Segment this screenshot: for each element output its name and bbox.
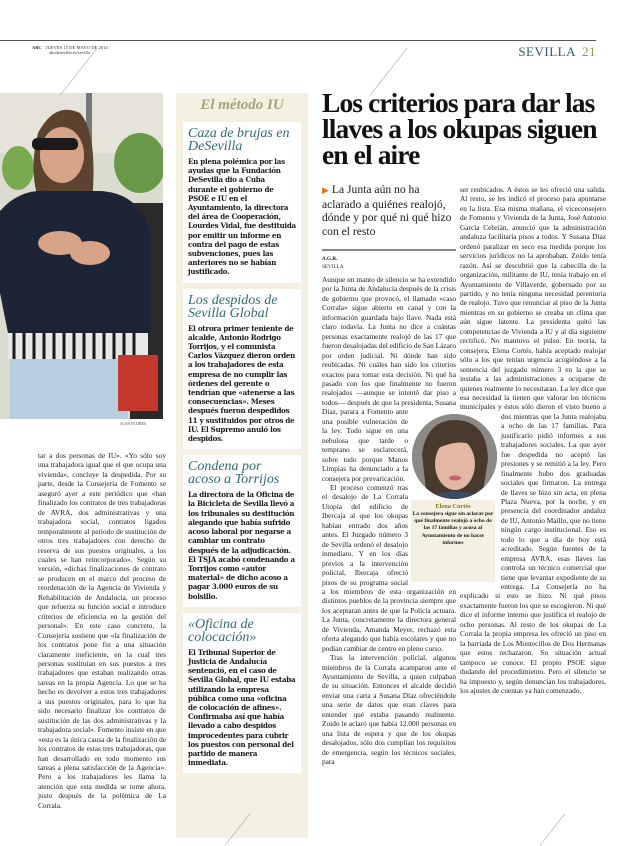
header-dateline (32, 45, 108, 55)
byline-location: SEVILLA (322, 264, 344, 270)
section-name: SEVILLA (518, 44, 576, 59)
left-column (38, 451, 166, 810)
article-deck (322, 183, 458, 238)
paragraph: El proceso comenzó tras el desalojo de La Corrala Utopía del edificio de Ibercaja al que los okupas habían entrado dos años antes. El Juzgado número 3 de Sevilla ordenó el desalojo inmediato. Y en los días previos a la intervención policial, Ibercaja ofreció pisos de su programa social a los miembros de esta organización en distintos pueblos de la provincia siempre que los aceptaran antes de que la Policía actuara. La Junta, concretamente la directora general de Vivienda, Amanda Meyer, rechazó esta oferta alegando que había escolares y que no podían cambiar de centro en pleno curso. (322, 482, 456, 653)
byline (322, 255, 344, 271)
paragraph: ser reubicados. A éstos se les ofreció una salida. Al resto, se les indicó el proceso para apuntarse en la lista. Esa misma mañana, el viceconsejero de Fomento y Vivienda de la Junta, José Antonio García Cebrián, anunció que la administración andaluza facilitaría pisos a todos. Y Susana Díaz ordenó paralizar en seco esa medida porque los servicios jurídicos no la aprobaban. Zoido tenía razón. Así se descubrió que la cabecilla de la organización, militante de IU, tenía trabajo en el Ayuntamiento de Villaverde, gobernado por su partido, y no tenía ninguna necesidad perentoria de realojo. Tuvo que renunciar al piso de la Junta mientras en su gobierno se creaba un clima que aún sigue latente. La presidenta quitó las competencias de Vivienda a IU y al día siguiente rectificó. No mantuvo el pulso. En teoría, la consejera, Elena Cortés, había aceptado realojar sólo a los que tenían urgencia acogiéndose a la sentencia del juzgado número 3 en la que se instaba a las administraciones a ocuparse de quienes realmente lo necesitaran. La ley dice que esa necesidad la tienen que valorar los técnicos municipales y éstos sólo dieron el visto bueno a dos mientras que la Junta realojaba a ocho de las 17 familias. Para justificarlo pidió informes a sus trabajadores sociales. La que ayer fue despedida no aceptó las presiones y se remitió a la ley. Pero finalmente hubo dos graduadas sociales que firmaron. La entrega de llaves se hizo sin acta, en plena Plaza Nueva, por la noche, y en presencia del coordinador andaluz de IU, Antonio Maíllo, que no tiene ningún cargo institucional. Eso es todo lo que a día de hoy está acreditado. Según fuentes de la empresa AVRA, esas llaves las controla un técnico comercial que tiene que levantar expediente de su entrega. La Consejería no ha explicado si esto se hizo. Ni qué pisos exactamente fueron los que se escogieron. Ni qué dice el informe interno que justifica el realojo de ocho personas. Al resto de los okupas de La Corrala la propia empresa les ofreció un piso en la barriada de Los Montecillos de Dos Hermanas que estos rechazaron. Su situación actual tampoco se conoce. El propio PSOE sigue dudando del procedimiento. Pero el silencio se ha impuesto y, según denuncian los trabajadores, los ajustes de cuentas ya han comenzado. (460, 185, 606, 696)
sidebar-box (183, 613, 301, 774)
sidebar-box-text: En plena polémica por las ayudas que la Fundación DeSevilla dio a Cuba durante el gobierno de PSOE e IU en el Ayuntamiento, la directora del área de Cooperación, Lourdes Vidal, fue destituida por emitir un informe en contra del pago de estas subvenciones, pues las anteriores no se habían justificado. (188, 157, 296, 277)
sidebar-box (183, 289, 301, 450)
sidebar-box (183, 122, 301, 283)
article-headline: Los criterios para dar las llaves a los okupas siguen en el aire (322, 87, 597, 170)
sidebar-box-text: El Tribunal Superior de Justicia de Andalucía sentenció, en el caso de Sevilla Global, que IU estaba utilizando la empresa pública como una «oficina de colocación de afines». Confirmaba así que había llevado a cabo despidos improcedentes para cubrir los puestos con personal del partido de manera inmediata. (188, 647, 296, 768)
arrow-right-icon: ▶ (322, 185, 329, 195)
sidebar-box-heading: Caza de brujas en DeSevilla (188, 126, 290, 154)
deck-text: La Junta aún no ha aclarado a quiénes realojó, dónde y por qué ni qué hizo con el resto (322, 183, 452, 238)
paragraph: Tras la intervención policial, algunos miembros de la Corrala acamparon ante el Ayuntamiento de Sevilla, a quien culpaban de su situación. Entonces el alcalde decidió enviar una carta a Susana Díaz ofreciéndole una serie de datos que eran claves para entender qué estaba pasando realmente. Zoido le aclaró que había 12.000 personas en una lista de espera y que de los okupas desalojados, sólo dos cumplían los requisitos de emergencia, según los técnicos sociales, para (322, 653, 456, 767)
page-number: 21 (582, 44, 596, 59)
brand: ABC (32, 45, 42, 50)
header-rule (0, 40, 596, 41)
sidebar-box-heading: Condena por acoso a Torrijos (188, 459, 280, 488)
paragraph: tar a dos personas de IU». «Yo sólo soy una trabajadora igual que el que ocupa una vivienda», concluye la despedida. Por su parte, desde la Consejería de Fomento se aseguró ayer a este periódico que «han finalizado los contratos de tres trabajadoras de AVRA, dos administrativas y una trabajadora social, contratos ligados temporalmente al periodo de sustitución de otros tres trabajadores con derecho de reserva de sus puestos originales, a los cuales se han reincorporado». Según su versión, «dichas finalizaciones de contrato se producen en el marco del proceso de reordenación de la Agencia de Vivienda y Rehabilitación de Andalucía, un proceso que refuerza su función social e introduce criterios de eficiencia en la gestión del personal». En este caso concreto, la Consejería sostiene que «la finalización de los contratos pone fin a una situación claramente ineficiente, en la cual tres personas sustituían en sus puestos a tres trabajadores que estaban realizando otras tareas en la propia Agencia. Lo que se ha hecho es devolver a estos tres trabajadores a sus puestos originales, para lo que ha sido necesario finalizar los contratos de sustitución de las dos administrativas y la trabajadora social». Fomento insiste en que «esta es la única causa de la finalización de los contratos de estas tres trabajadoras, que han desarrollado en todo momento sus tareas a plena satisfacción de la Agencia». Pero a los trabajadores les llama la atención que esta medida se tome ahora, justo después de la polémica de La Corrala. (38, 451, 166, 810)
sidebar-box-heading: «Oficina de colocación» (188, 616, 257, 645)
date: JUEVES 15 DE MAYO DE 2014 (45, 45, 108, 50)
watermark-mark (540, 814, 565, 846)
sidebar-box-text: El otrora primer teniente de alcalde, Antonio Rodrigo Torrijos, y el comunista Carlos Vázquez dieron orden a los trabajadores de esta empresa de no cumplir las órdenes del gerente o tendrían que «atenerse a las consecuencias». Meses después fueron despedidos 11 y sustituidos por otros de IU. El Supremo anuló los despidos. (188, 323, 296, 444)
paragraph: Aunque un manto de silencio se ha extendido por la Junta de Andalucía después de la crisis de gobierno que provocó, el llamado «caso Corrala» sigue abierto en canal y con la información guardada bajo llave. Nada está claro todavía. La Junta no dice a cuántas personas exactamente realojó de las 17 que fueron desalojadas del edificio de San Lázaro por orden judicial. Ni dónde han sido reubicadas. Ni cuáles han sido los criterios exactos para tomar esta decisión. Ni qué ha pasado con los que finalmente no fueron realojados —aunque se intentó dar piso a todos— después de que la presidenta, Susana Díaz, parara a Fomento ante una posible vulneración de la ley. Todo sigue en una nebulosa que tarde o temprano se esclarecerá, sobre todo porque Manos Limpias ha denunciado a la consejera por prevaricación. (322, 275, 456, 483)
photo-caption (411, 500, 495, 547)
sidebar-box-heading: Los despidos de Sevilla Global (188, 292, 278, 321)
sidebar-el-metodo-iu (176, 93, 308, 838)
deck-divider (322, 249, 456, 251)
photo-credit: JUAN FLORES (120, 421, 147, 426)
sidebar-title: El método IU (200, 97, 284, 113)
main-photo (0, 93, 163, 419)
sidebar-box-text: La directora de la Oficina de la Bicicleta de Sevilla llevó a los tribunales su destitución alegando que había sufrido acoso laboral por negarse a cambiar un contrato después de la adjudicación. El TSJA acabó condenando a Torrijos como «autor material» de dicho acoso a pagar 3.000 euros de su bolsillo. (188, 490, 295, 601)
section-header (518, 44, 596, 60)
site-url: abcdesevilla.es/sevilla (49, 50, 90, 55)
caption-name: Elena Cortés (435, 503, 471, 510)
caption-text: La consejera sigue sin aclarar por qué finalmente realojó a ocho de las 17 familias y acusa al Ayuntamiento de no hacer informes (412, 511, 494, 546)
byline-author: A.G.R. (322, 256, 338, 262)
portrait-photo (412, 414, 497, 499)
sidebar-box (183, 455, 301, 606)
watermark-mark (60, 48, 98, 96)
